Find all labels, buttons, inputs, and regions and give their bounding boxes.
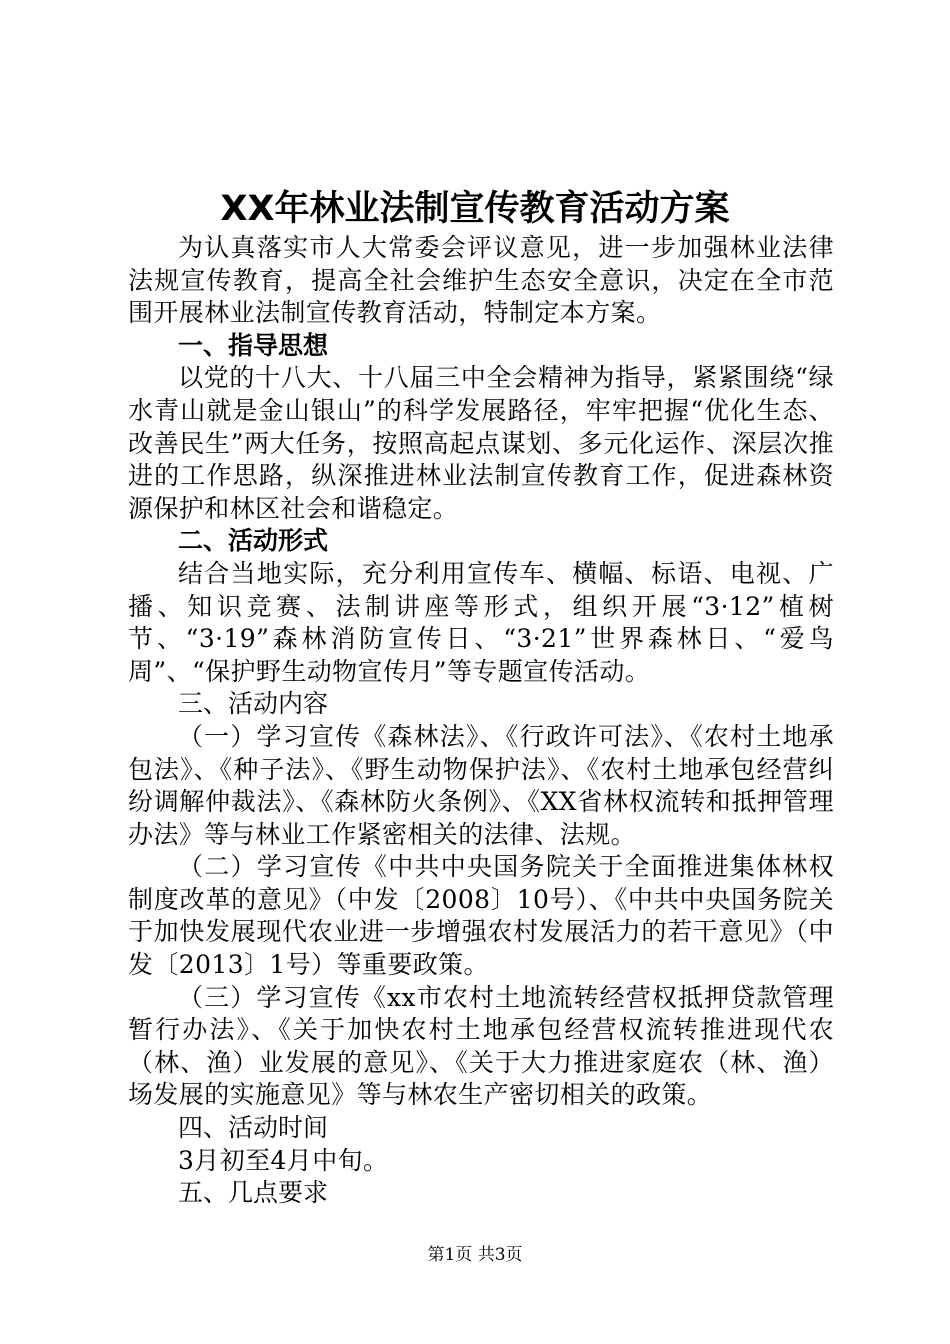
section-heading-requirements: 五、几点要求 <box>178 1178 329 1208</box>
section-paragraph: 结合当地实际，充分利用宣传车、横幅、标语、电视、广播、知识竞赛、法制讲座等形式，组织开展“3·12”植树节、“3·19”森林消防宣传日、“3·21”世界森林日、“爱鸟周”、“保护野生动物宣传月”等专题宣传活动。 <box>128 558 834 686</box>
page-footer: 第1页 共3页 <box>427 1245 523 1265</box>
section-heading-activity-content: 三、活动内容 <box>178 689 329 719</box>
section-heading-activity-time: 四、活动时间 <box>178 1113 329 1143</box>
document-body <box>128 232 834 1210</box>
section-heading-activity-forms: 二、活动形式 <box>178 526 329 556</box>
section-paragraph: （三）学习宣传《xx市农村土地流转经营权抵押贷款管理暂行办法》、《关于加快农村土地承包经营权流转推进现代农（林、渔）业发展的意见》、《关于大力推进家庭农（林、渔）场发展的实施意见》等与林农生产密切相关的政策。 <box>128 982 834 1110</box>
section-paragraph: 以党的十八大、十八届三中全会精神为指导，紧紧围绕“绿水青山就是金山银山”的科学发展路径，牢牢把握“优化生态、改善民生”两大任务，按照高起点谋划、多元化运作、深层次推进的工作思路，纵深推进林业法制宣传教育工作，促进森林资源保护和林区社会和谐稳定。 <box>128 363 834 523</box>
section-heading-guiding-ideology: 一、指导思想 <box>178 330 329 360</box>
section-paragraph: 3月初至4月中旬。 <box>178 1145 389 1175</box>
document-title: XX年林业法制宣传教育活动方案 <box>220 189 730 229</box>
intro-paragraph: 为认真落实市人大常委会评议意见，进一步加强林业法律法规宣传教育，提高全社会维护生态安全意识，决定在全市范围开展林业法制宣传教育活动，特制定本方案。 <box>128 233 834 328</box>
section-paragraph: （一）学习宣传《森林法》、《行政许可法》、《农村土地承包法》、《种子法》、《野生动物保护法》、《农村土地承包经营纠纷调解仲裁法》、《森林防火条例》、《XX省林权流转和抵押管理办法》等与林业工作紧密相关的法律、法规。 <box>128 721 834 849</box>
section-paragraph: （二）学习宣传《中共中央国务院关于全面推进集体林权制度改革的意见》（中发〔2008〕10号）、《中共中央国务院关于加快发展现代农业进一步增强农村发展活力的若干意见》（中发〔2013〕1号）等重要政策。 <box>128 852 834 980</box>
